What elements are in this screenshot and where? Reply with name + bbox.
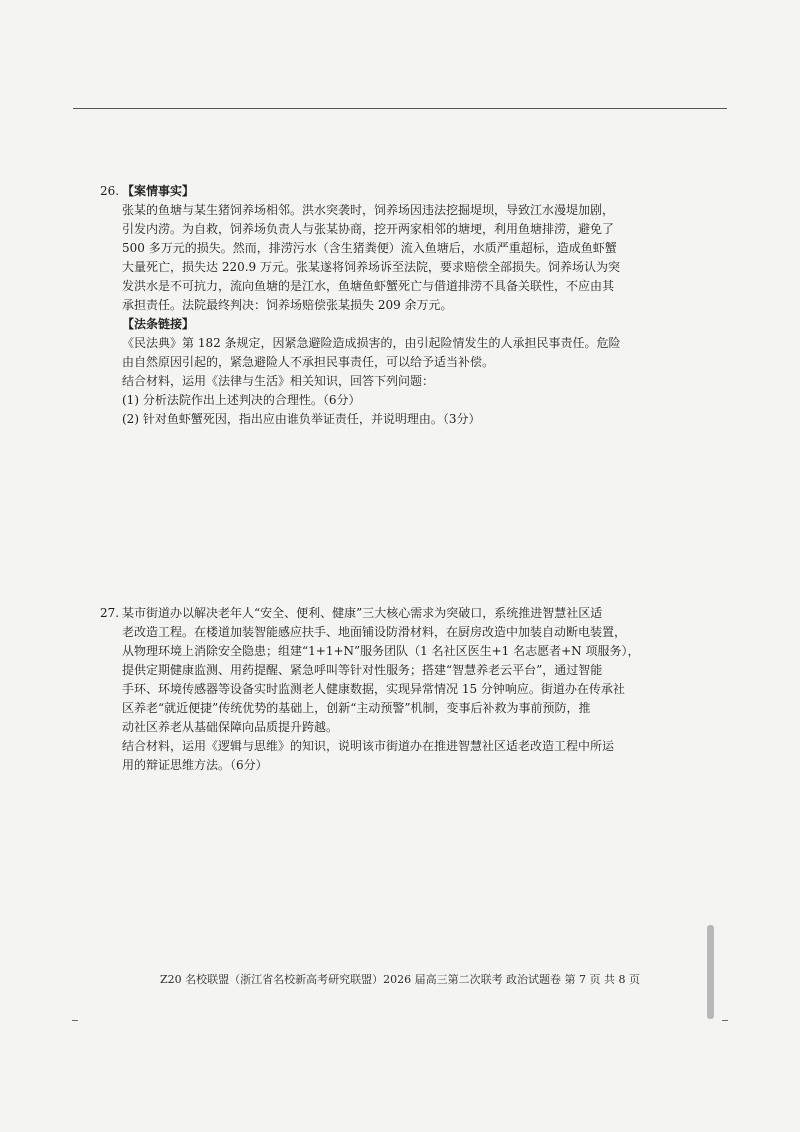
material-line: 提供定期健康监测、用药提醒、紧急呼叫等针对性服务；搭建“智慧养老云平台”，通过智能 — [122, 663, 603, 677]
facts-line: 发洪水是不可抗力，流向鱼塘的是江水，鱼塘鱼虾蟹死亡与借道排涝不具备关联性，不应由其 — [122, 279, 615, 293]
header-rule — [73, 108, 727, 109]
facts-line: 张某的鱼塘与某生猪饲养场相邻。洪水突袭时，饲养场因违法挖掘堤坝，导致江水漫堤加剧， — [122, 203, 615, 217]
material-line: 老改造工程。在楼道加装智能感应扶手、地面铺设防滑材料，在厨房改造中加装自动断电装置， — [122, 625, 627, 639]
law-line: 由自然原因引起的，紧急避险人不承担民事责任，可以给予适当补偿。 — [122, 355, 495, 369]
question-number: 26. — [100, 184, 120, 198]
material-line: 手环、环境传感器等设备实时监测老人健康数据，实现异常情况 15 分钟响应。街道办在传承社 — [122, 682, 625, 696]
question-prompt: 结合材料，运用《逻辑与思维》的知识，说明该市街道办在推进智慧社区适老改造工程中所运 — [122, 739, 615, 753]
material-line: 某市街道办以解决老年人“安全、便利、健康”三大核心需求为突破口，系统推进智慧社区适 — [122, 606, 603, 620]
question-prompt: 用的辩证思维方法。（6分） — [122, 758, 268, 772]
question-number: 27. — [100, 606, 120, 620]
crop-mark-left — [72, 1020, 78, 1021]
scrollbar-thumb[interactable] — [707, 925, 714, 1019]
facts-line: 500 多万元的损失。然而，排涝污水（含生猪粪便）流入鱼塘后，水质严重超标，造成鱼虾蟹 — [122, 241, 617, 255]
section-heading-facts: 【案情事实】 — [122, 184, 195, 198]
facts-line: 大量死亡，损失达 220.9 万元。张某遂将饲养场诉至法院，要求赔偿全部损失。饲养场认为突 — [122, 260, 620, 274]
material-line: 动社区养老从基础保障向品质提升跨越。 — [122, 720, 339, 734]
material-line: 区养老“就近便捷”传统优势的基础上，创新“主动预警”机制，变事后补救为事前预防，推 — [122, 701, 591, 715]
question-prompt: 结合材料，运用《法律与生活》相关知识，回答下列问题： — [122, 374, 435, 388]
section-heading-law: 【法条链接】 — [122, 317, 195, 331]
facts-line: 引发内涝。为自救，饲养场负责人与张某协商，挖开两家相邻的塘埂，利用鱼塘排涝，避免了 — [122, 222, 615, 236]
sub-question-1: (1) 分析法院作出上述判决的合理性。（6分） — [122, 393, 361, 407]
material-line: 从物理环境上消除安全隐患；组建“1+1+N”服务团队（1 名社区医生+1 名志愿者+N 项服务）， — [122, 644, 640, 658]
sub-question-2: (2) 针对鱼虾蟹死因，指出应由谁负举证责任，并说明理由。（3分） — [122, 412, 481, 426]
page-footer: Z20 名校联盟（浙江省名校新高考研究联盟）2026 届高三第二次联考 政治试题卷 第 7 页 共 8 页 — [159, 973, 641, 986]
law-line: 《民法典》第 182 条规定，因紧急避险造成损害的，由引起险情发生的人承担民事责任。危险 — [122, 336, 621, 350]
question-27 — [100, 604, 677, 775]
question-26 — [100, 182, 677, 429]
facts-line: 承担责任。法院最终判决：饲养场赔偿张某损失 209 余万元。 — [122, 298, 453, 312]
crop-mark-right — [722, 1020, 728, 1021]
